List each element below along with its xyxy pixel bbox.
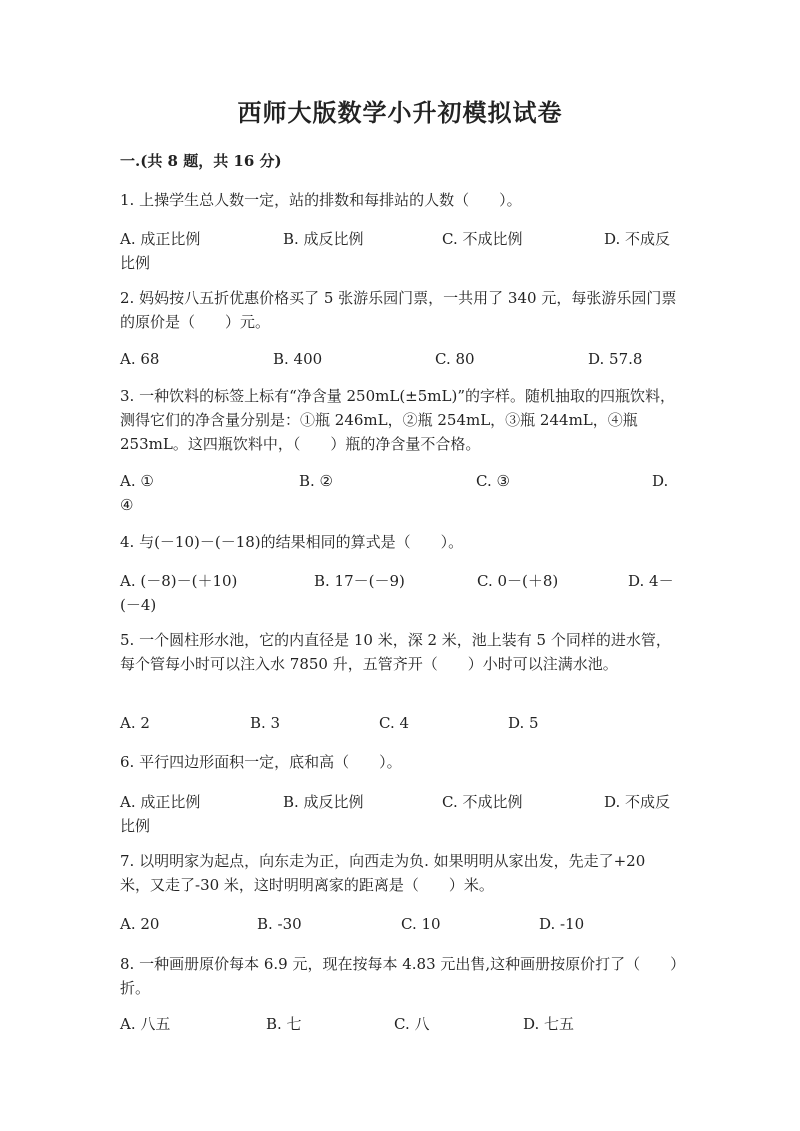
- option-b: B. 3: [250, 714, 281, 732]
- question-2: 2. 妈妈按八五折优惠价格买了 5 张游乐园门票，一共用了 340 元，每张游乐园门票的原价是（ ）元。: [120, 289, 677, 331]
- option-c: C. 10: [401, 915, 441, 933]
- question-6: 6. 平行四边形面积一定，底和高（ ）。: [120, 753, 402, 771]
- options-1: [120, 227, 680, 277]
- option-c: C. 80: [435, 350, 475, 368]
- option-c: C. 不成比例: [442, 793, 523, 811]
- option-a: A. 成正比例: [120, 793, 201, 811]
- option-b: B. 七: [266, 1015, 302, 1033]
- question-4: 4. 与(－10)－(－18)的结果相同的算式是（ ）。: [120, 533, 464, 551]
- option-d: D. 57.8: [588, 350, 643, 368]
- option-a: A. (－8)－(＋10): [120, 572, 238, 590]
- section-heading: 一.(共 8 题，共 16 分): [120, 152, 282, 170]
- option-b: B. 成反比例: [283, 230, 364, 248]
- options-8: [120, 1012, 680, 1062]
- options-4: [120, 569, 680, 619]
- option-a: A. 20: [120, 915, 160, 933]
- option-d: D. 4－(－4): [120, 572, 674, 614]
- option-b: B. 400: [273, 350, 323, 368]
- question-3: 3. 一种饮料的标签上标有“净含量 250mL(±5mL)”的字样。随机抽取的四瓶饮料，测得它们的净含量分别是：①瓶 246mL，②瓶 254mL，③瓶 244mL，④瓶 253mL。这四瓶饮料中，（ ）瓶的净含量不合格。: [120, 387, 676, 453]
- question-7: 7. 以明明家为起点，向东走为正，向西走为负. 如果明明从家出发，先走了+20 米，又走了-30 米，这时明明离家的距离是（ ）米。: [120, 852, 646, 894]
- option-a: A. 68: [120, 350, 160, 368]
- question-5: 5. 一个圆柱形水池，它的内直径是 10 米，深 2 米，池上装有 5 个同样的进水管，每个管每小时可以注入水 7850 升，五管齐开（ ）小时可以注满水池。: [120, 631, 671, 673]
- option-b: B. 成反比例: [283, 793, 364, 811]
- option-c: C. 4: [379, 714, 410, 732]
- option-b: B. ②: [299, 472, 334, 490]
- options-3: [120, 469, 680, 519]
- page-title: 西师大版数学小升初模拟试卷: [237, 98, 563, 127]
- option-d: D. 不成反比例: [120, 793, 671, 835]
- option-d: D. 5: [508, 714, 539, 732]
- option-a: A. ①: [120, 472, 154, 490]
- option-c: C. 不成比例: [442, 230, 523, 248]
- option-d: D. ④: [120, 472, 669, 514]
- option-b: B. -30: [257, 915, 302, 933]
- option-b: B. 17－(－9): [314, 572, 405, 590]
- option-d: D. 七五: [523, 1015, 575, 1033]
- option-c: C. ③: [476, 472, 510, 490]
- options-6: [120, 790, 680, 840]
- option-a: A. 2: [120, 714, 150, 732]
- question-1: 1. 上操学生总人数一定，站的排数和每排站的人数（ ）。: [120, 191, 522, 209]
- option-d: D. -10: [539, 915, 585, 933]
- question-8: 8. 一种画册原价每本 6.9 元，现在按每本 4.83 元出售,这种画册按原价打了（ ）折。: [120, 955, 678, 997]
- option-a: A. 八五: [120, 1015, 171, 1033]
- option-d: D. 不成反比例: [120, 230, 671, 272]
- option-c: C. 八: [394, 1015, 430, 1033]
- option-c: C. 0－(＋8): [477, 572, 559, 590]
- option-a: A. 成正比例: [120, 230, 201, 248]
